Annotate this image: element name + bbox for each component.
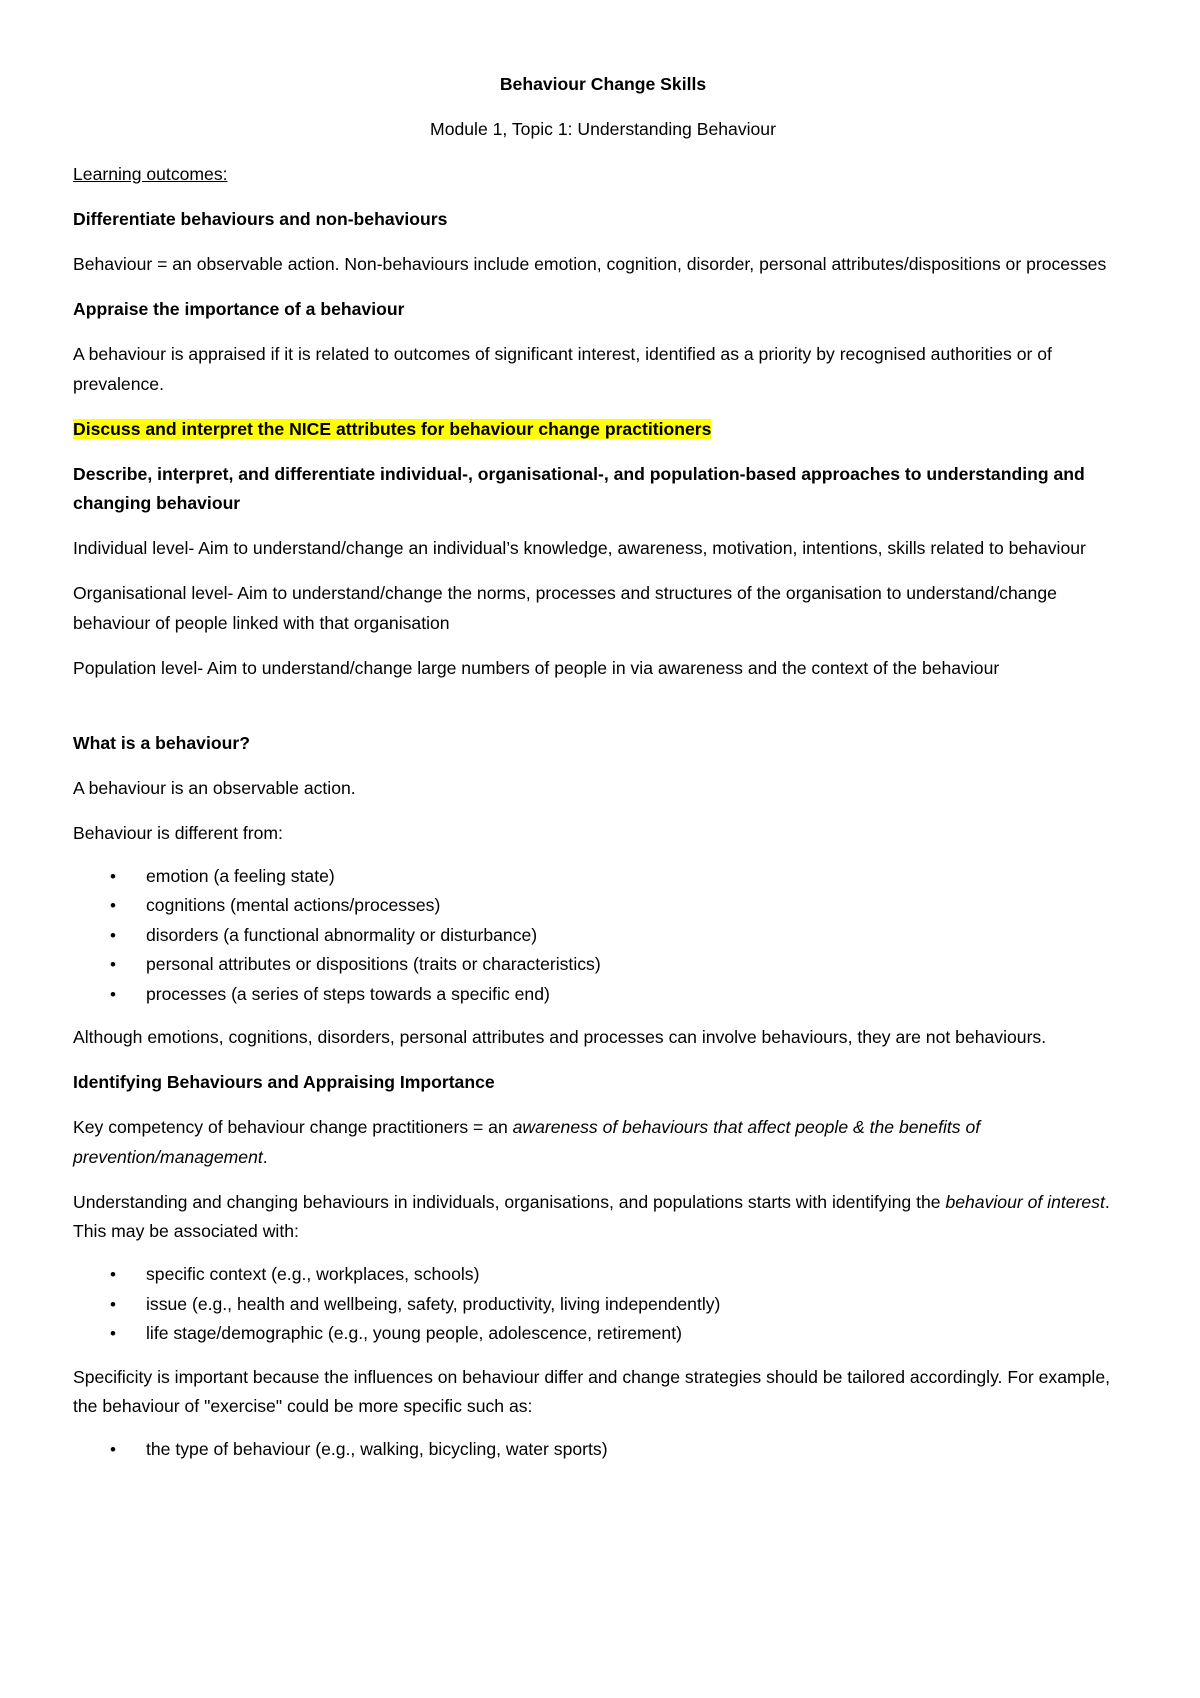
bullet-icon: • xyxy=(110,984,116,1004)
list-item-text: processes (a series of steps towards a specific end) xyxy=(146,983,550,1004)
list-item-text: life stage/demographic (e.g., young people, adolescence, retirement) xyxy=(146,1323,682,1343)
list-item xyxy=(73,891,1133,921)
outcome-4-heading: Describe, interpret, and differentiate individual-, organisational-, and population-based approaches to understanding and changing behaviour xyxy=(73,463,1085,513)
bullet-icon: • xyxy=(110,1324,116,1343)
list-item xyxy=(73,1290,1133,1320)
exercise-specificity-list xyxy=(73,1435,1133,1465)
understanding-suffix: . This may be associated with: xyxy=(73,1191,1110,1241)
list-item xyxy=(73,862,1133,892)
list-item xyxy=(73,1260,1133,1290)
specificity-paragraph: Specificity is important because the influences on behaviour differ and change strategies should be tailored accordingly. For example, the behaviour of "exercise" could be more specific such as: xyxy=(73,1366,1110,1416)
list-item xyxy=(73,980,1133,1010)
document-page xyxy=(73,70,1133,1479)
association-list xyxy=(73,1260,1133,1349)
list-item-text: emotion (a feeling state) xyxy=(146,865,335,886)
blank-line xyxy=(73,699,1133,729)
outcome-2-heading: Appraise the importance of a behaviour xyxy=(73,299,405,319)
key-competency-paragraph xyxy=(73,1113,1133,1172)
outcome-3-paragraph xyxy=(73,415,1133,445)
non-behaviour-list xyxy=(73,862,1133,1010)
document-title: Behaviour Change Skills xyxy=(499,74,707,94)
population-level-text: Population level- Aim to understand/change large numbers of people in via awareness and the context of the behaviour xyxy=(73,657,1000,678)
list-item-text: the type of behaviour (e.g., walking, bicycling, water sports) xyxy=(146,1439,608,1459)
list-item xyxy=(73,1319,1133,1349)
competency-prefix: Key competency of behaviour change practitioners = an xyxy=(73,1117,513,1137)
outcome-1-heading: Differentiate behaviours and non-behaviours xyxy=(73,209,448,229)
bullet-icon: • xyxy=(110,1294,116,1314)
list-item-text: cognitions (mental actions/processes) xyxy=(146,895,441,915)
different-from-intro: Behaviour is different from: xyxy=(73,822,283,843)
non-behaviour-note: Although emotions, cognitions, disorders, personal attributes and processes can involve behaviours, they are not behaviours. xyxy=(73,1027,1047,1047)
list-item xyxy=(73,950,1133,980)
competency-suffix: . xyxy=(262,1146,268,1167)
outcome-2-text: A behaviour is appraised if it is related to outcomes of significant interest, identified as a priority by recognised authorities or of prevalence. xyxy=(73,344,1052,394)
individual-level-text: Individual level- Aim to understand/change an individual’s knowledge, awareness, motivation, intentions, skills related to behaviour xyxy=(73,538,1086,558)
understanding-paragraph xyxy=(73,1188,1133,1247)
bullet-icon: • xyxy=(110,1265,116,1284)
list-item xyxy=(73,921,1133,951)
outcome-1-text: Behaviour = an observable action. Non-behaviours include emotion, cognition, disorder, personal attributes/dispositions or processes xyxy=(73,254,1107,274)
bullet-icon: • xyxy=(110,896,116,915)
organisational-level-text: Organisational level- Aim to understand/change the norms, processes and structures of the organisation to understand/change behaviour of people linked with that organisation xyxy=(73,583,1057,633)
list-item-text: personal attributes or dispositions (traits or characteristics) xyxy=(146,954,601,974)
learning-outcomes-text: Learning outcomes: xyxy=(73,164,228,184)
bullet-icon: • xyxy=(110,955,116,974)
bullet-icon: • xyxy=(110,925,116,945)
section-2-heading: Identifying Behaviours and Appraising Importance xyxy=(73,1072,495,1092)
bullet-icon: • xyxy=(110,866,116,886)
list-item-text: disorders (a functional abnormality or disturbance) xyxy=(146,924,538,945)
behaviour-definition: A behaviour is an observable action. xyxy=(73,777,356,798)
list-item-text: issue (e.g., health and wellbeing, safety, productivity, living independently) xyxy=(146,1293,721,1314)
document-subtitle: Module 1, Topic 1: Understanding Behaviour xyxy=(430,119,776,139)
section-1-heading: What is a behaviour? xyxy=(73,732,250,753)
list-item-text: specific context (e.g., workplaces, schools) xyxy=(146,1264,480,1284)
understanding-prefix: Understanding and changing behaviours in individuals, organisations, and populations starts with identifying the xyxy=(73,1191,946,1212)
outcome-3-highlighted-heading: Discuss and interpret the NICE attributes for behaviour change practitioners xyxy=(73,418,712,439)
list-item xyxy=(73,1435,1133,1465)
understanding-emphasis: behaviour of interest xyxy=(945,1191,1105,1212)
bullet-icon: • xyxy=(110,1440,116,1459)
learning-outcomes-label xyxy=(73,160,1133,190)
competency-emphasis: awareness of behaviours that affect people & the benefits of prevention/management xyxy=(73,1117,981,1167)
